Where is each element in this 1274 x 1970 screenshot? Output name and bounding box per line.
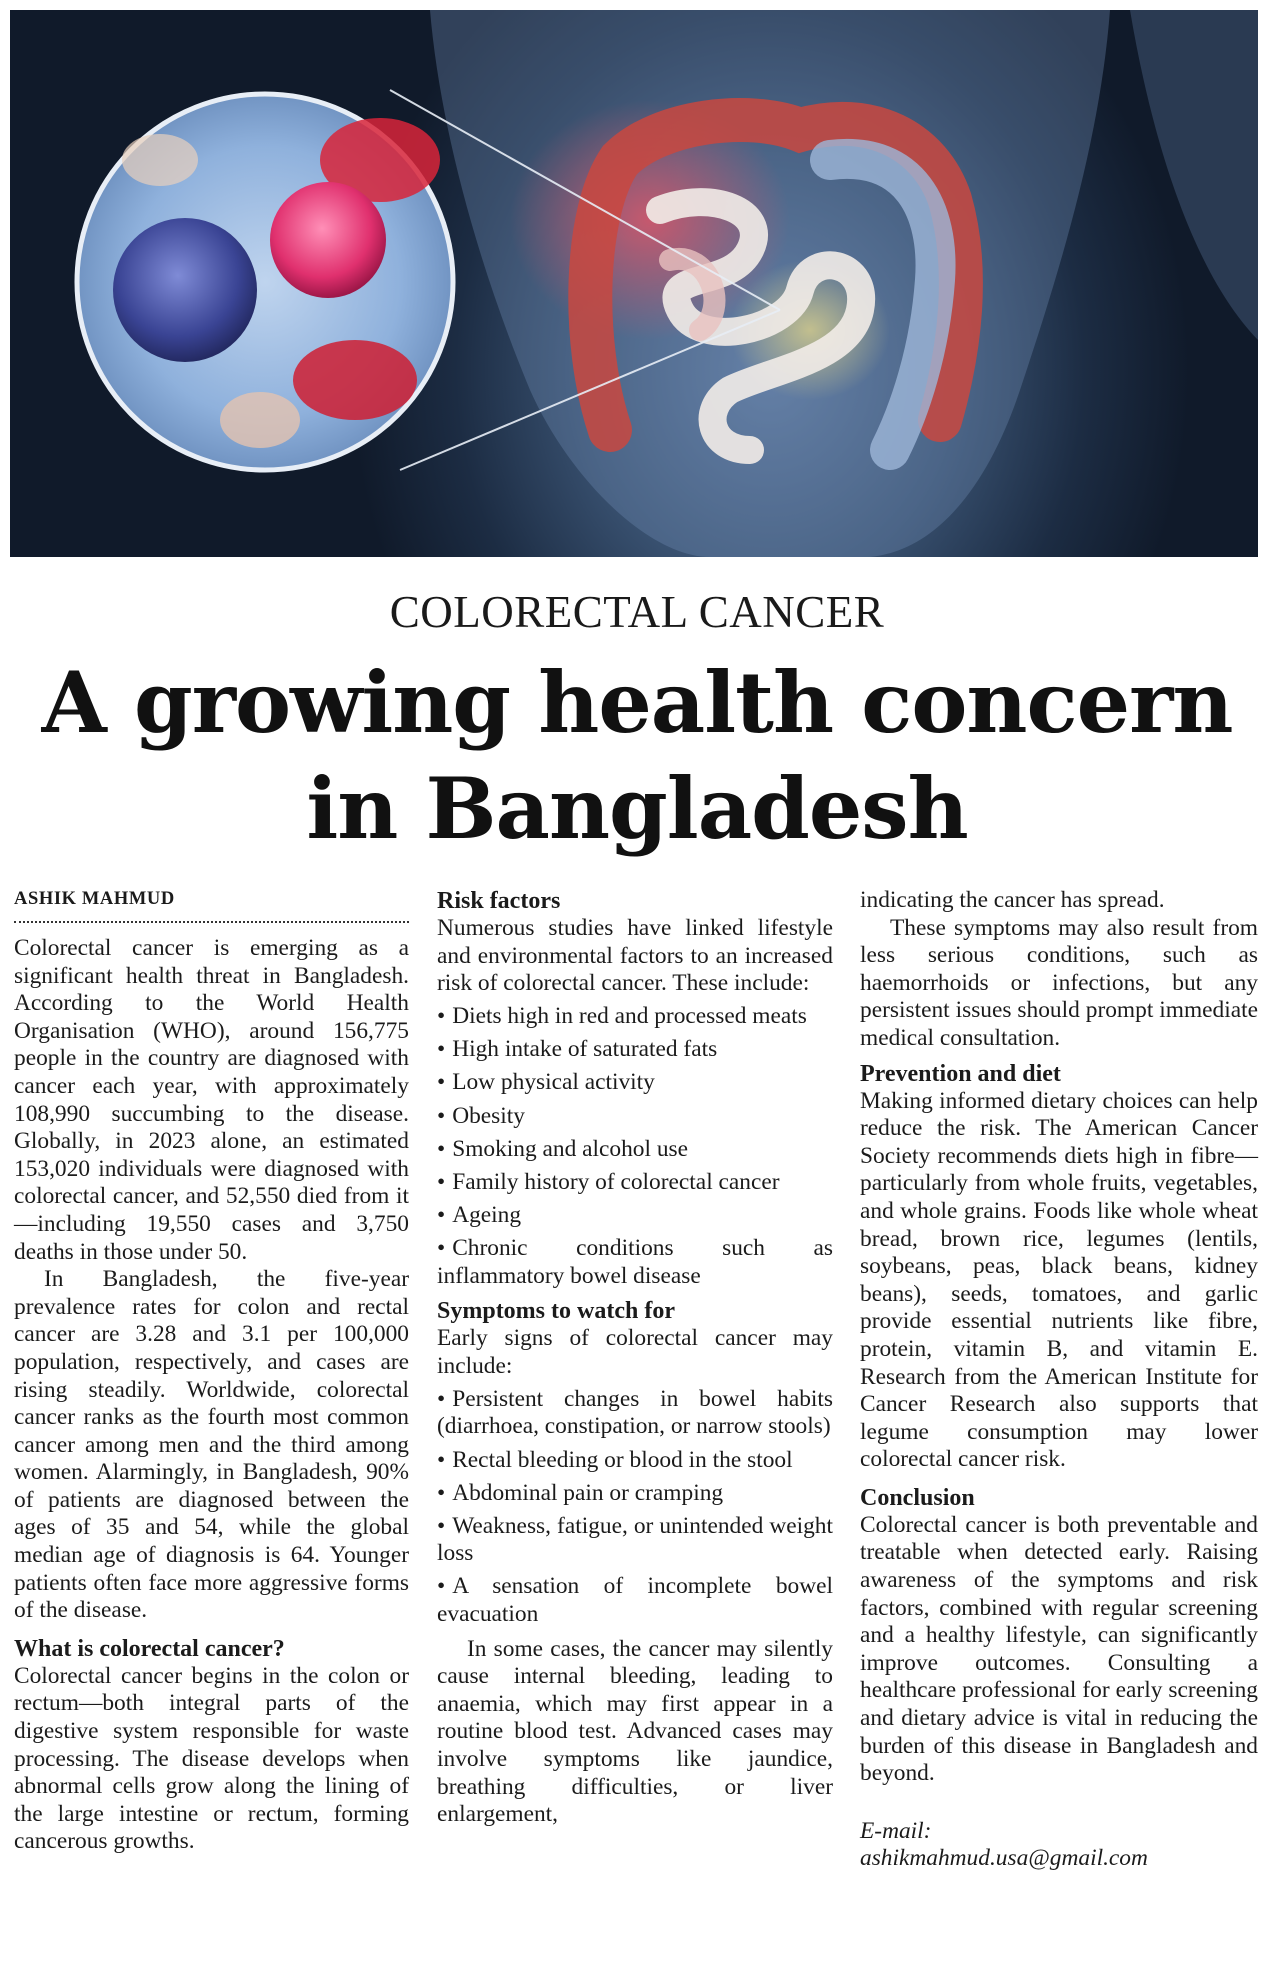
subhead-conclusion: Conclusion [860, 1484, 975, 1511]
list-item: • High intake of saturated fats [437, 1036, 833, 1064]
cancer-cell-pink [270, 182, 386, 298]
symptoms-paragraph: Early signs of colorectal cancer may include: [437, 1325, 833, 1379]
internal-bleeding-paragraph: In some cases, the cancer may silently cause internal bleeding, leading to anaemia, which may first appear in a routine blood test. Advanced cases may involve symptoms like jaundice, breathing difficulties, or liver enlargement, [437, 1635, 833, 1828]
author-email: ashikmahmud.usa@gmail.com [860, 1845, 1148, 1872]
article-column-3 [860, 887, 1258, 1873]
list-item: • Chronic conditions such as inflammatory bowel disease [437, 1235, 833, 1290]
colon-cancer-illustration-icon [10, 10, 1258, 557]
intro-paragraph: Colorectal cancer is emerging as a significant health threat in Bangladesh. According to the World Health Organisation (WHO), around 156,775 people in the country are diagnosed with cancer each year, with approximately 108,990 succumbing to the disease. Globally, in 2023 alone, an estimated 153,020 individuals were diagnosed with colorectal cancer, and 52,550 died from it—including 19,550 cases and 3,750 deaths in those under 50. [14, 935, 409, 1265]
page-title [0, 650, 1274, 862]
red-blood-cell [293, 340, 417, 420]
risk-factor-list [437, 1003, 833, 1290]
symptom-list [437, 1386, 833, 1629]
list-item: • Diets high in red and processed meats [437, 1003, 833, 1031]
list-item: • Persistent changes in bowel habits (diarrhoea, constipation, or narrow stools) [437, 1386, 833, 1441]
cancer-cell-blue [113, 218, 257, 362]
byline: ASHIK MAHMUD [14, 887, 409, 923]
subhead-what-is: What is colorectal cancer? [14, 1635, 285, 1662]
hero-illustration [10, 10, 1258, 557]
continued-paragraph: indicating the cancer has spread. [860, 887, 1165, 913]
subhead-prevention: Prevention and diet [860, 1060, 1061, 1087]
list-item: • Rectal bleeding or blood in the stool [437, 1447, 833, 1475]
list-item: • Obesity [437, 1103, 833, 1131]
list-item: • A sensation of incomplete bowel evacuation [437, 1573, 833, 1628]
subhead-symptoms: Symptoms to watch for [437, 1298, 675, 1325]
risk-paragraph: Numerous studies have linked lifestyle and environmental factors to an increased risk of colorectal cancer. These include: [437, 915, 833, 997]
prevention-paragraph: Making informed dietary choices can help reduce the risk. The American Cancer Society recommends diets high in fibre—particularly from whole fruits, vegetables, and whole grains. Foods like whole wheat bread, brown rice, legumes (lentils, soybeans, peas, black beans, kidney beans), seeds, tomatoes, and garlic provide essential nutrients like fibre, protein, vitamin B, and vitamin E. Research from the American Institute for Cancer Research also supports that legume consumption may lower colorectal cancer risk. [860, 1087, 1258, 1473]
article-column-2 [437, 887, 833, 1829]
list-item: • Abdominal pain or cramping [437, 1480, 833, 1508]
blood-cell [220, 392, 300, 448]
conclusion-paragraph: Colorectal cancer is both preventable and treatable when detected early. Raising awareness of the symptoms and risk factors, combined with regular screening and a healthy lifestyle, can significantly improve outcomes. Consulting a healthcare professional for early screening and dietary advice is vital in reducing the burden of this disease in Bangladesh and beyond. [860, 1511, 1258, 1787]
section-kicker: COLORECTAL CANCER [389, 587, 885, 637]
email-label: E-mail: [860, 1817, 932, 1844]
less-serious-paragraph: These symptoms may also result from less serious conditions, such as haemorrhoids or infections, but any persistent issues should prompt immediate medical consultation. [860, 914, 1258, 1051]
subhead-risk-factors: Risk factors [437, 888, 561, 914]
headline-line-1: A growing health concern [41, 653, 1233, 752]
list-item: • Low physical activity [437, 1069, 833, 1097]
list-item: • Smoking and alcohol use [437, 1136, 833, 1164]
headline-line-2: in Bangladesh [306, 759, 968, 858]
blood-cell [122, 134, 198, 186]
prevalence-paragraph: In Bangladesh, the five-year prevalence rates for colon and rectal cancer are 3.28 and 3.1 per 100,000 population, respectively, and cases are rising steadily. Worldwide, colorectal cancer ranks as the fourth most common cancer among men and the third among women. Alarmingly, in Bangladesh, 90% of patients are diagnosed between the ages of 35 and 54, while the global median age of diagnosis is 64. Younger patients often face more aggressive forms of the disease. [14, 1266, 409, 1624]
arm-silhouette [1130, 10, 1258, 340]
article-column-1 [14, 887, 409, 1856]
body-silhouette [430, 10, 1110, 557]
what-is-paragraph: Colorectal cancer begins in the colon or rectum—both integral parts of the digestive system responsible for waste processing. The disease develops when abnormal cells grow along the lining of the large intestine or rectum, forming cancerous growths. [14, 1662, 409, 1855]
list-item: • Weakness, fatigue, or unintended weight loss [437, 1513, 833, 1568]
list-item: • Family history of colorectal cancer [437, 1169, 833, 1197]
list-item: • Ageing [437, 1202, 833, 1230]
